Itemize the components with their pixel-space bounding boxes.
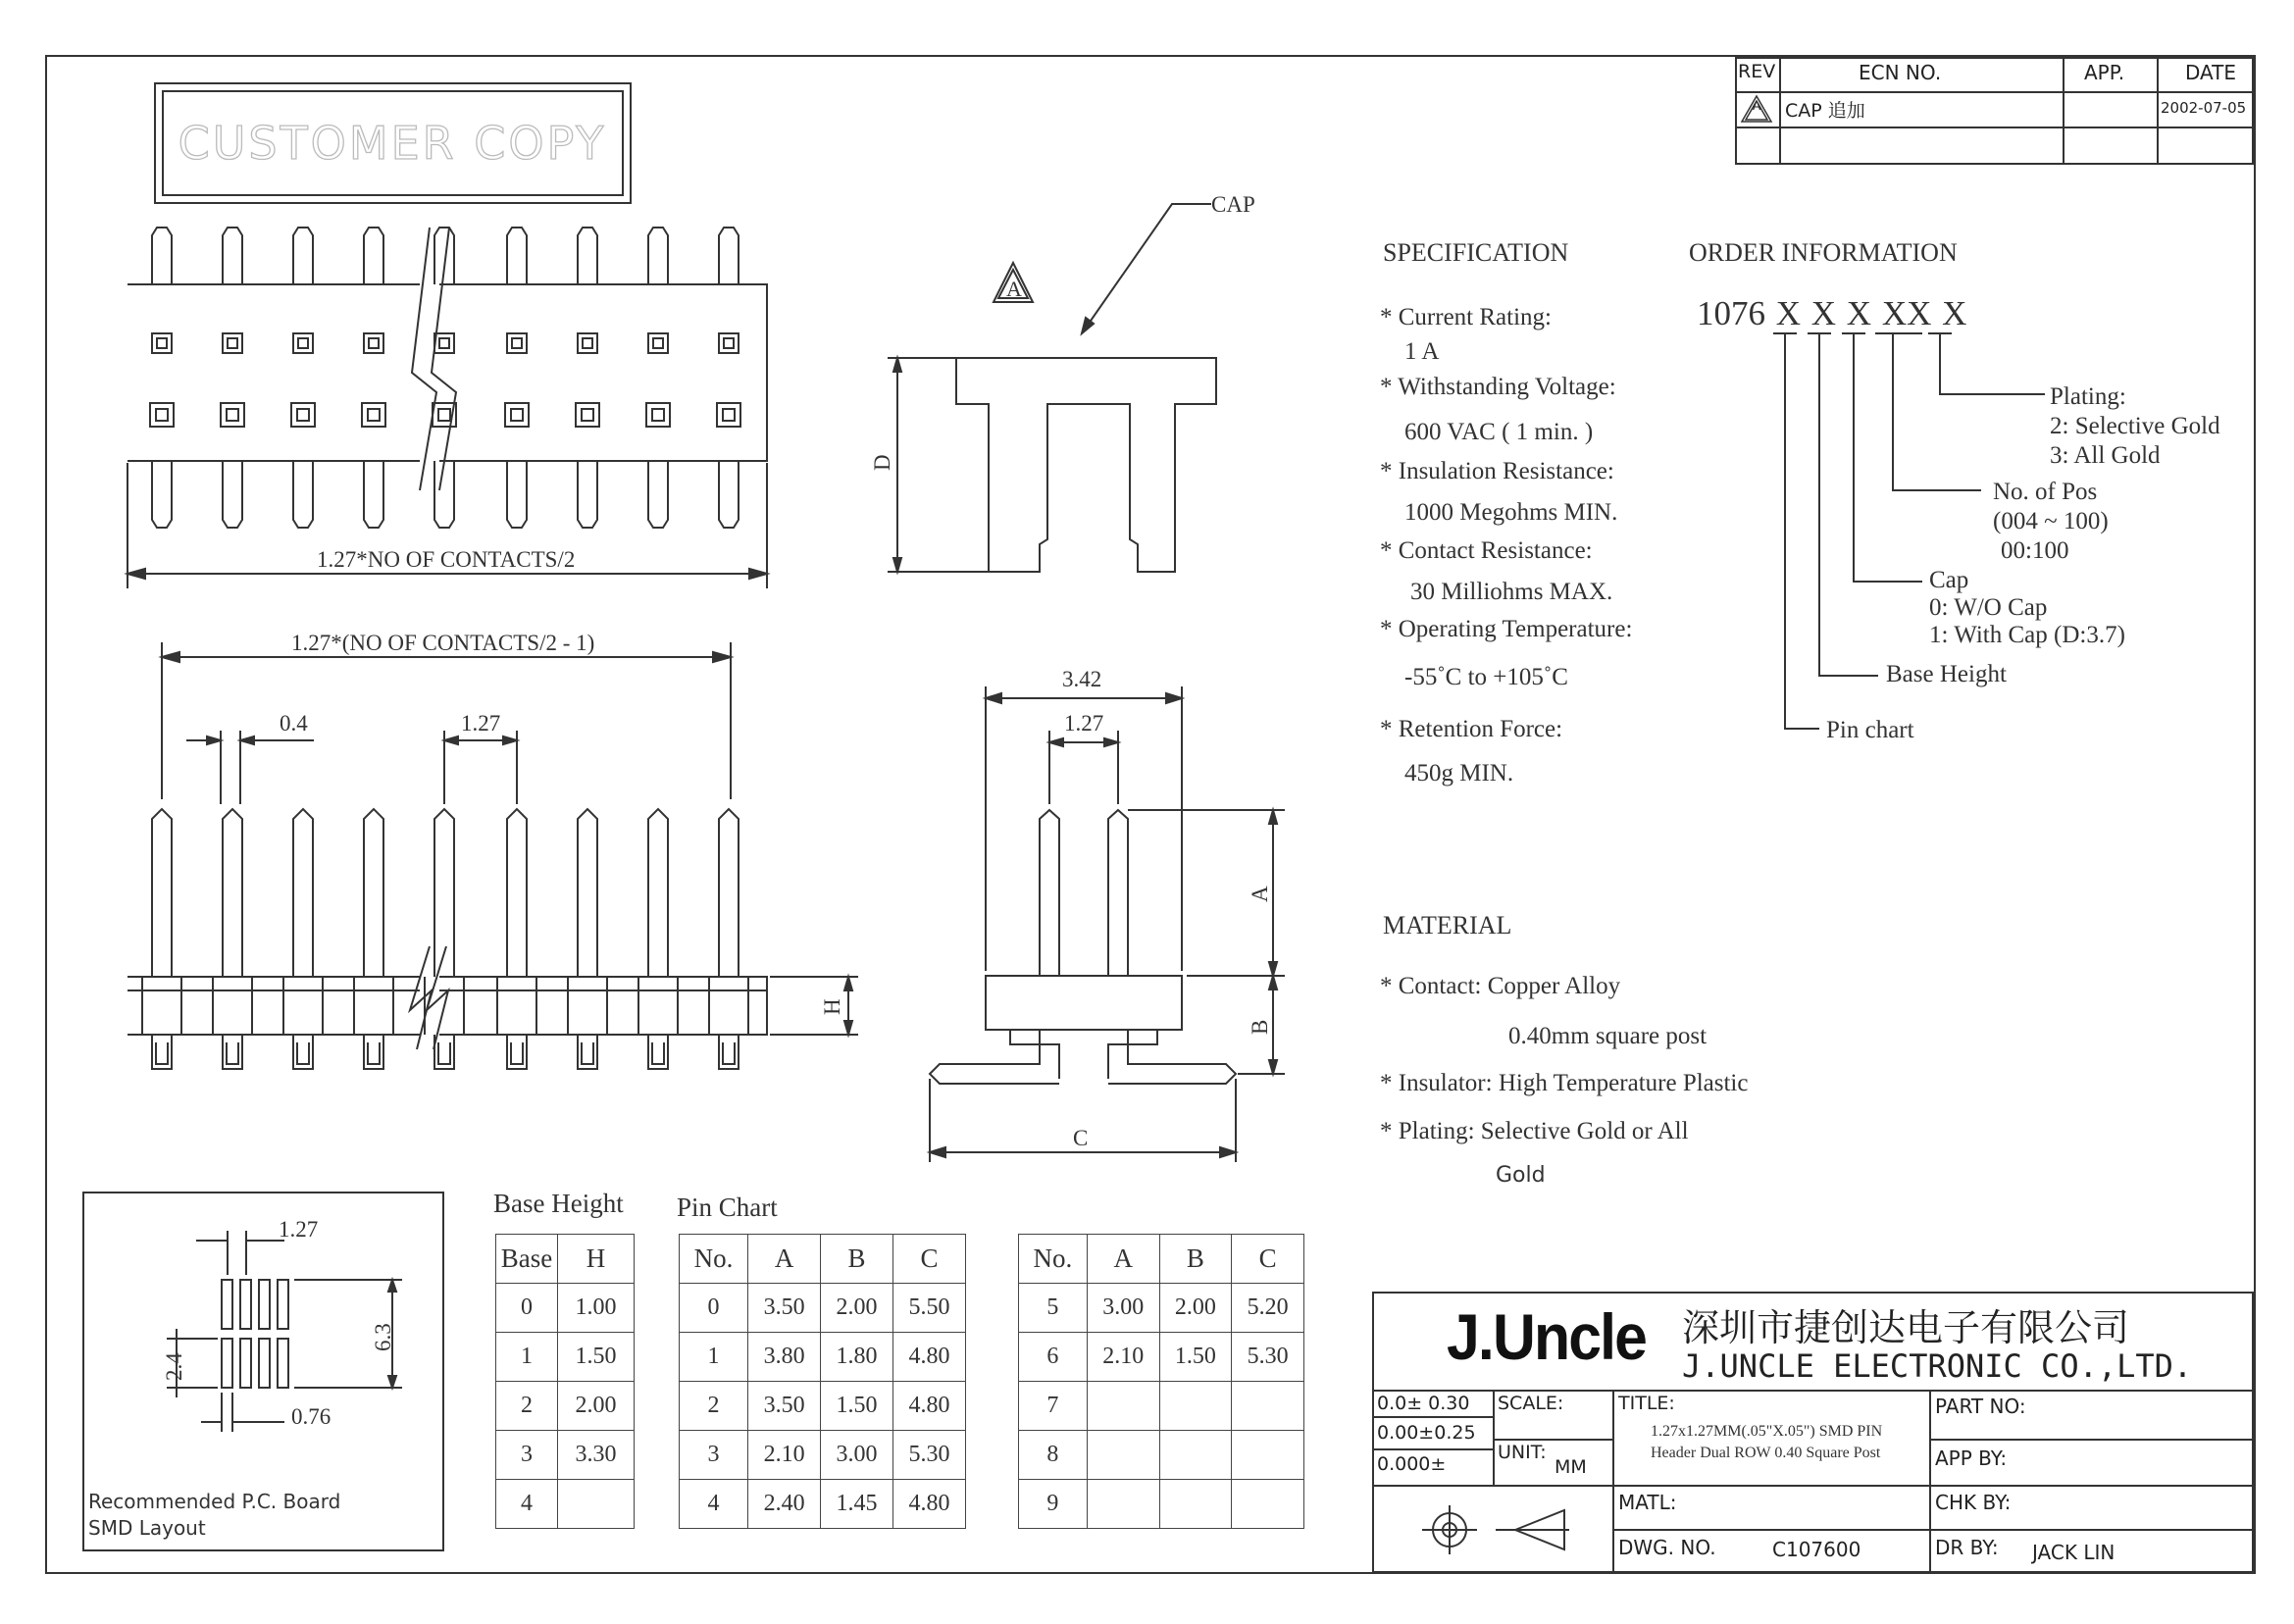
company-name-en: J.UNCLE ELECTRONIC CO.,LTD. [1682, 1347, 2193, 1385]
table-cell: 3 [680, 1431, 748, 1480]
spec-line: * Current Rating: [1380, 304, 1552, 330]
table-cell: 3.50 [748, 1382, 821, 1431]
table-cell: 1.45 [821, 1480, 893, 1529]
top-pin-lower [507, 461, 527, 528]
table-cell: 4 [680, 1480, 748, 1529]
plating-line: 2: Selective Gold [2050, 413, 2220, 439]
pin-square-inner [583, 338, 592, 348]
table-header: No. [1019, 1235, 1088, 1284]
cap-label: CAP [1211, 192, 1255, 217]
h-dimension [770, 977, 858, 1035]
top-pin-lower [152, 461, 172, 528]
pcb-height-label: 6.3 [371, 1323, 395, 1351]
pin-square-outer [150, 403, 174, 427]
front-pin-foot [152, 1035, 172, 1069]
top-pin-lower [578, 461, 597, 528]
front-pin-foot [364, 1035, 383, 1069]
front-pin-foot [507, 1035, 527, 1069]
material-line: 0.40mm square post [1508, 1023, 1708, 1049]
top-pin-upper [719, 228, 739, 284]
top-pin-upper [507, 228, 527, 284]
rev-row-date: 2002-07-05 [2161, 99, 2247, 117]
post-width-dimension [186, 731, 314, 804]
spec-line: * Insulation Resistance: [1380, 458, 1614, 484]
spec-line: * Withstanding Voltage: [1380, 374, 1616, 400]
rev-row-ecn: CAP 追加 [1785, 100, 1865, 122]
pin-square-outer [223, 333, 242, 353]
pitch-dimension [444, 731, 517, 804]
pin-square-outer [576, 403, 599, 427]
table-cell [1159, 1382, 1232, 1431]
front-pin-foot [223, 1035, 242, 1069]
table-cell: 2.10 [1087, 1333, 1159, 1382]
c-label: C [1073, 1126, 1089, 1150]
table-cell: 4.80 [893, 1480, 966, 1529]
spec-line: 30 Milliohms MAX. [1410, 579, 1613, 605]
top-pin-lower [364, 461, 383, 528]
table-header: H [558, 1235, 635, 1284]
dr-by: JACK LIN [2032, 1541, 2116, 1564]
table-cell: 4.80 [893, 1333, 966, 1382]
base-height-table-title: Base Height [493, 1189, 624, 1218]
pin-chart-table [679, 1234, 966, 1529]
material-line: * Contact: Copper Alloy [1380, 973, 1621, 999]
spec-line: 1 A [1404, 338, 1440, 365]
cap-line: Cap [1929, 567, 1969, 593]
top-pin-upper [648, 228, 668, 284]
top-pin-lower [293, 461, 313, 528]
pin-square-inner [652, 409, 664, 421]
table-cell: 4.80 [893, 1382, 966, 1431]
pin-chart-table-title: Pin Chart [677, 1193, 778, 1222]
d-label: D [870, 454, 894, 471]
pin-square-outer [434, 333, 454, 353]
pin-square-outer [152, 333, 172, 353]
pin-square-inner [438, 409, 450, 421]
pcb-pitch-label: 1.27 [279, 1217, 319, 1242]
pin-square-outer [364, 333, 383, 353]
table-cell [1087, 1382, 1159, 1431]
front-pin [719, 809, 739, 977]
pin-square-outer [648, 333, 668, 353]
pcb-pads [222, 1280, 288, 1388]
pin-square-inner [298, 338, 308, 348]
positions-line: No. of Pos [1993, 479, 2098, 505]
front-pin-foot [578, 1035, 597, 1069]
post-width-label: 0.4 [280, 711, 308, 736]
chk-by-label: CHK BY: [1935, 1491, 2012, 1514]
spec-line: * Operating Temperature: [1380, 616, 1633, 642]
table-cell [1087, 1480, 1159, 1529]
table-cell [1232, 1480, 1304, 1529]
pcb-pad-width-label: 0.76 [291, 1404, 331, 1429]
plating-line: Plating: [2050, 383, 2126, 410]
table-cell [1159, 1480, 1232, 1529]
pin-square-inner [724, 338, 734, 348]
table-cell: 5.30 [893, 1431, 966, 1480]
table-cell: 0 [680, 1284, 748, 1333]
table-cell: 2.00 [1159, 1284, 1232, 1333]
table-cell: 3.80 [748, 1333, 821, 1382]
side-pitch-dimension [1049, 731, 1118, 804]
pin-square-inner [512, 338, 522, 348]
pin-square-inner [439, 338, 449, 348]
side-view [930, 810, 1236, 1084]
table-cell: 5 [1019, 1284, 1088, 1333]
pin-square-outer [362, 403, 385, 427]
table-cell: 1.50 [1159, 1333, 1232, 1382]
table-header: A [748, 1235, 821, 1284]
table-cell: 7 [1019, 1382, 1088, 1431]
positions-line: 00:100 [2001, 537, 2069, 564]
table-cell: 1 [680, 1333, 748, 1382]
base-height-option: Base Height [1886, 661, 2007, 687]
pin-square-inner [653, 338, 663, 348]
rev-row-rev: A [1753, 99, 1761, 113]
rev-row-triangle-icon [1740, 94, 1773, 124]
table-cell: 5.20 [1232, 1284, 1304, 1333]
tolerance-3: 0.000± [1377, 1453, 1447, 1475]
table-cell: 6 [1019, 1333, 1088, 1382]
pcb-gap-label: 2.4 [162, 1352, 186, 1381]
table-cell: 2.00 [821, 1284, 893, 1333]
b-label: B [1248, 1019, 1272, 1035]
pcb-dimensions [167, 1231, 402, 1432]
front-pin [364, 809, 383, 977]
projection-symbol [1422, 1505, 1569, 1554]
top-pin-upper [578, 228, 597, 284]
plating-line: 3: All Gold [2050, 442, 2161, 469]
front-pin-foot [648, 1035, 668, 1069]
table-cell: 1.50 [558, 1333, 635, 1382]
table-cell: 8 [1019, 1431, 1088, 1480]
table-cell: 3.00 [821, 1431, 893, 1480]
top-pin-lower [223, 461, 242, 528]
top-pin-lower [434, 461, 454, 528]
pcb-caption-line: Recommended P.C. Board [88, 1490, 341, 1513]
rev-mark-letter: A [1006, 277, 1022, 301]
top-pin-upper [293, 228, 313, 284]
pin-square-outer [221, 403, 244, 427]
pin-chart-table-2 [1018, 1234, 1304, 1529]
side-pitch-label: 1.27 [1064, 711, 1104, 736]
table-cell: 1.50 [821, 1382, 893, 1431]
position-options [1993, 478, 2109, 566]
table-cell: 9 [1019, 1480, 1088, 1529]
table-cell: 1.80 [821, 1333, 893, 1382]
table-cell: 3.50 [748, 1284, 821, 1333]
order-code: 1076 X X X XX X [1697, 294, 1967, 332]
table-cell: 5.50 [893, 1284, 966, 1333]
pcb-caption-line: SMD Layout [88, 1516, 206, 1540]
front-pin-foot [293, 1035, 313, 1069]
dwg-no-label: DWG. NO. [1618, 1536, 1716, 1559]
pin-square-inner [723, 409, 735, 421]
top-pin-upper [364, 228, 383, 284]
front-pin-foot [719, 1035, 739, 1069]
tolerance-1: 0.0± 0.30 [1377, 1393, 1470, 1414]
unit-label: UNIT: [1498, 1442, 1547, 1463]
table-cell: 2.40 [748, 1480, 821, 1529]
pin-square-inner [156, 409, 168, 421]
spec-line: 450g MIN. [1404, 760, 1514, 787]
company-name-cn: 深圳市捷创达电子有限公司 [1682, 1306, 2130, 1349]
front-pin [223, 809, 242, 977]
table-header: C [893, 1235, 966, 1284]
table-cell: 2 [680, 1382, 748, 1431]
table-cell: 2.10 [748, 1431, 821, 1480]
dwg-no: C107600 [1772, 1538, 1861, 1561]
material-line: * Insulator: High Temperature Plastic [1380, 1070, 1749, 1096]
table-header: B [1159, 1235, 1232, 1284]
front-pin [578, 809, 597, 977]
tolerance-2: 0.00±0.25 [1377, 1422, 1476, 1444]
pin-square-outer [291, 403, 315, 427]
table-cell: 1 [496, 1333, 558, 1382]
spec-line: * Contact Resistance: [1380, 537, 1593, 564]
pin-square-inner [227, 409, 238, 421]
pin-square-inner [369, 338, 379, 348]
pin-chart-option: Pin chart [1826, 717, 1914, 743]
top-pin-lower [648, 461, 668, 528]
pin-square-inner [582, 409, 593, 421]
pitch-span-label: 1.27*(NO OF CONTACTS/2 - 1) [291, 631, 595, 655]
front-pin [648, 809, 668, 977]
table-cell [1159, 1431, 1232, 1480]
cap-line: 1: With Cap (D:3.7) [1929, 622, 2125, 648]
pin-square-outer [507, 333, 527, 353]
plating-options [2050, 382, 2220, 471]
rev-header-date: DATE [2185, 61, 2237, 84]
cap-options [1929, 567, 2125, 649]
a-label: A [1248, 886, 1272, 902]
spec-line: -55˚C to +105˚C [1404, 664, 1568, 690]
front-pin [152, 809, 172, 977]
spec-line: 600 VAC ( 1 min. ) [1404, 419, 1594, 445]
table-cell: 3.30 [558, 1431, 635, 1480]
rev-header-ecn: ECN NO. [1859, 61, 1942, 84]
spec-line: 1000 Megohms MIN. [1404, 499, 1618, 526]
company-logo: J.Uncle [1447, 1300, 1647, 1373]
front-view-pins [142, 809, 748, 1069]
dr-by-label: DR BY: [1935, 1536, 1999, 1559]
table-cell [558, 1480, 635, 1529]
positions-line: (004 ~ 100) [1993, 508, 2109, 534]
pin-square-outer [293, 333, 313, 353]
spec-title: SPECIFICATION [1383, 238, 1569, 267]
table-header: C [1232, 1235, 1304, 1284]
front-pin [293, 809, 313, 977]
table-cell: 0 [496, 1284, 558, 1333]
table-cell [1087, 1431, 1159, 1480]
cap-view [888, 204, 1216, 572]
table-cell [1232, 1431, 1304, 1480]
pin-square-outer [578, 333, 597, 353]
unit-value: MM [1555, 1456, 1587, 1478]
front-pin [507, 809, 527, 977]
table-cell: 5.30 [1232, 1333, 1304, 1382]
order-info-title: ORDER INFORMATION [1689, 238, 1958, 267]
matl-label: MATL: [1618, 1491, 1677, 1514]
stamp-text: CUSTOMER COPY [178, 117, 607, 170]
table-header: No. [680, 1235, 748, 1284]
pin-square-inner [157, 338, 167, 348]
base-height-table [495, 1234, 635, 1529]
title-label: TITLE: [1618, 1393, 1675, 1414]
pitch-label: 1.27 [461, 711, 501, 736]
material-line: * Plating: Selective Gold or All [1380, 1118, 1689, 1144]
table-cell: 3.00 [1087, 1284, 1159, 1333]
pin-square-outer [717, 403, 740, 427]
total-width-label: 1.27*NO OF CONTACTS/2 [317, 547, 576, 572]
h-label: H [820, 998, 844, 1015]
table-cell [1232, 1382, 1304, 1431]
pin-square-inner [228, 338, 237, 348]
table-cell: 2 [496, 1382, 558, 1431]
pin-square-outer [646, 403, 670, 427]
drawing-title-line1: 1.27x1.27MM(.05"X.05") SMD PIN [1651, 1423, 1883, 1440]
front-pin-foot [434, 1035, 454, 1069]
table-cell: 1.00 [558, 1284, 635, 1333]
top-pin-upper [223, 228, 242, 284]
spec-line: * Retention Force: [1380, 716, 1563, 742]
part-no-label: PART NO: [1935, 1395, 2026, 1418]
pin-square-inner [368, 409, 380, 421]
cap-line: 0: W/O Cap [1929, 594, 2048, 621]
pin-square-inner [511, 409, 523, 421]
table-cell: 4 [496, 1480, 558, 1529]
rev-header-app: APP. [2084, 61, 2125, 84]
table-header: B [821, 1235, 893, 1284]
material-title: MATERIAL [1383, 911, 1512, 939]
pcb-caption [88, 1489, 340, 1542]
table-cell: 2.00 [558, 1382, 635, 1431]
side-width-label: 3.42 [1062, 667, 1102, 691]
top-pin-upper [152, 228, 172, 284]
table-header: Base [496, 1235, 558, 1284]
pin-square-outer [505, 403, 529, 427]
table-cell: 3 [496, 1431, 558, 1480]
rev-header-rev: REV [1738, 61, 1776, 82]
app-by-label: APP BY: [1935, 1446, 2008, 1470]
top-view-pins [150, 228, 740, 528]
top-pin-lower [719, 461, 739, 528]
drawing-title-line2: Header Dual ROW 0.40 Square Post [1651, 1445, 1881, 1461]
material-line: Gold [1496, 1163, 1546, 1188]
scale-label: SCALE: [1498, 1393, 1564, 1414]
pin-square-outer [719, 333, 739, 353]
table-header: A [1087, 1235, 1159, 1284]
pitch-span-dimension [162, 642, 731, 799]
pin-square-inner [297, 409, 309, 421]
